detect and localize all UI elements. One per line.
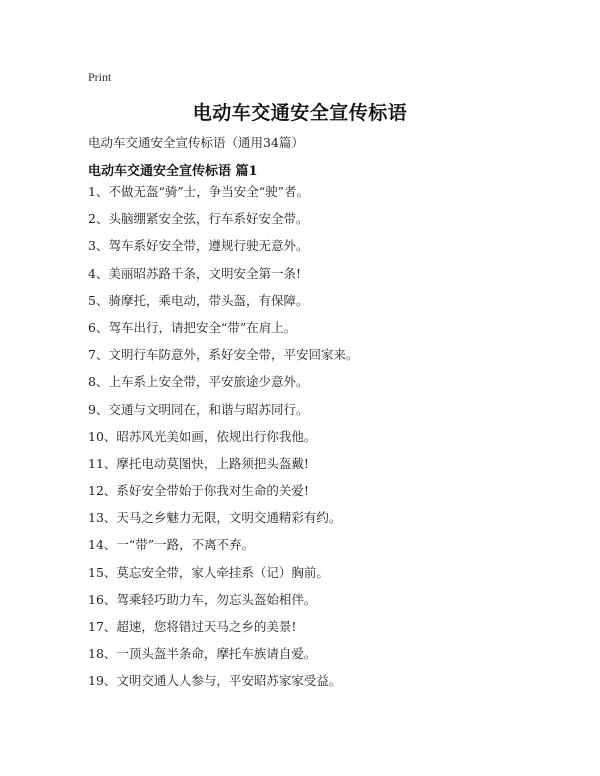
document-title: 电动车交通安全宣传标语: [192, 102, 408, 124]
slogan-list: [88, 182, 358, 699]
list-item: 15、莫忘安全带，家人牵挂系（记）胸前。: [88, 564, 329, 580]
list-item: 1、不做无盔“骑”士，争当安全“驶”者。: [88, 184, 310, 199]
list-item: 18、一顶头盔半条命，摩托车族请自爱。: [88, 646, 317, 662]
list-item: 19、文明交通人人参与，平安昭苏家家受益。: [88, 673, 342, 689]
list-item: 12、系好安全带始于你我对生命的关爱!: [88, 483, 309, 499]
list-item: 13、天马之乡魅力无限，文明交通精彩有约。: [88, 510, 342, 526]
list-item: 10、昭苏风光美如画，依规出行你我他。: [88, 428, 317, 444]
list-item: 4、美丽昭苏路千条，文明安全第一条!: [88, 265, 301, 281]
list-item: 3、驾车系好安全带，遵规行驶无意外。: [88, 238, 309, 254]
list-item: 9、交通与文明同在，和谐与昭苏同行。: [88, 401, 309, 417]
list-item: 6、驾车出行，请把安全“带”在肩上。: [88, 319, 297, 335]
list-item: 17、超速，您将错过天马之乡的美景!: [88, 619, 297, 634]
section-heading: 电动车交通安全宣传标语 篇1: [88, 164, 258, 179]
list-item: 11、摩托电动莫图快，上路须把头盔戴!: [88, 455, 309, 471]
list-item: 14、一“带”一路，不离不弃。: [88, 537, 255, 553]
list-item: 7、文明行车防意外，系好安全带，平安回家来。: [88, 347, 359, 363]
document-subtitle: 电动车交通安全宣传标语（通用34篇）: [88, 135, 304, 150]
list-item: 2、头脑绷紧安全弦，行车系好安全带。: [88, 211, 309, 227]
list-item: 16、驾乘轻巧助力车，勿忘头盔始相伴。: [88, 591, 317, 607]
list-item: 5、骑摩托，乘电动，带头盔，有保障。: [88, 292, 309, 308]
list-item: 8、上车系上安全带，平安旅途少意外。: [88, 374, 309, 390]
print-label: Print: [88, 70, 112, 84]
